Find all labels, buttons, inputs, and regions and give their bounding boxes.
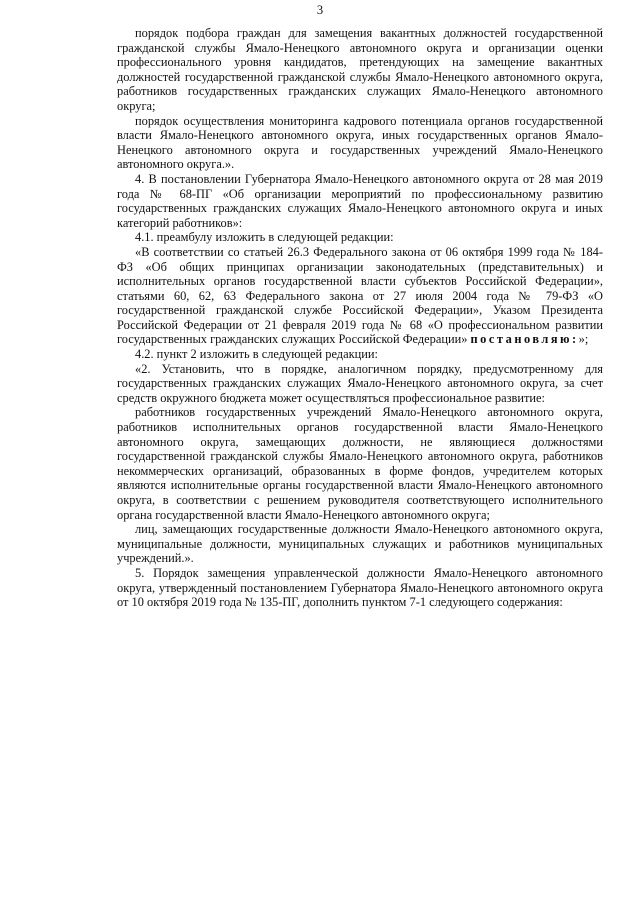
paragraph-item-4-1: 4.1. преамбулу изложить в следующей редакции: — [135, 230, 394, 245]
preamble-text: «В соответствии со статьей 26.3 Федерального закона от 06 октября 1999 года № 184-ФЗ «Об общих принципах организации законодательных (представительных) и исполнительных органов государственной власти субъектов Российской Федерации», статьями 60, 62, 63 Федерального закона от 27 июля 2004 года № 79-ФЗ «О государственной гражданской службе Российской Федерации», Указом Президента Российской Федерации от 21 февраля 2019 года № 68 «О профессиональном развитии государственных гражданских служащих Российской Федерации» — [117, 244, 603, 347]
preamble-decree-word: постановляю: — [470, 332, 579, 347]
paragraph-employees: работников государственных учреждений Ямало-Ненецкого автономного округа, работников исполнительных органов государственной власти Ямало-Ненецкого автономного округа, замещающих должности, не являющиеся должностями государственной гражданской службы Ямало-Ненецкого автономного округа, работников некоммерческих организаций, образованных в форме фондов, учредителем которых являются исполнительные органы государственной власти Ямало-Ненецкого автономного округа, в соответствии с решением руководителя соответствующего исполнительного органа государственной власти Ямало-Ненецкого автономного округа; — [117, 405, 603, 522]
paragraph-item-5: 5. Порядок замещения управленческой должности Ямало-Ненецкого автономного округа, утвержденный постановлением Губернатора Ямало-Ненецкого автономного округа от 10 октября 2019 года № 135-ПГ, дополнить пунктом 7-1 следующего содержания: — [117, 565, 603, 610]
paragraph-preamble — [117, 245, 603, 347]
document-body — [117, 26, 603, 610]
preamble-suffix: »; — [578, 332, 589, 347]
paragraph-selection-procedure: порядок подбора граждан для замещения вакантных должностей государственной гражданской службы Ямало-Ненецкого автономного округа и организации оценки профессионального уровня кандидатов, претендующих на замещение вакантных должностей государственной гражданской службы Ямало-Ненецкого автономного округа, работников государственных гражданских служащих Ямало-Ненецкого автономного округа; — [117, 26, 603, 113]
paragraph-monitoring-procedure: порядок осуществления мониторинга кадрового потенциала органов государственной власти Ямало-Ненецкого автономного округа, иных государственных органов Ямало-Ненецкого автономного округа и государственных учреждений Ямало-Ненецкого автономного округа.». — [117, 113, 603, 172]
paragraph-persons: лиц, замещающих государственные должности Ямало-Ненецкого автономного округа, муниципальные должности, муниципальных служащих и работников муниципальных учреждений.». — [117, 522, 603, 566]
paragraph-item-4-2: 4.2. пункт 2 изложить в следующей редакции: — [135, 347, 378, 362]
paragraph-clause-2: «2. Установить, что в порядке, аналогичном порядку, предусмотренному для государственных гражданских служащих Ямало-Ненецкого автономного округа, за счет средств окружного бюджета может осуществляться профессиональное развитие: — [117, 361, 603, 405]
page-number: 3 — [316, 3, 324, 17]
paragraph-item-4: 4. В постановлении Губернатора Ямало-Ненецкого автономного округа от 28 мая 2019 года № 68-ПГ «Об организации мероприятий по профессиональному развитию государственных гражданских служащих Ямало-Ненецкого автономного округа и иных категорий работников»: — [117, 171, 603, 230]
